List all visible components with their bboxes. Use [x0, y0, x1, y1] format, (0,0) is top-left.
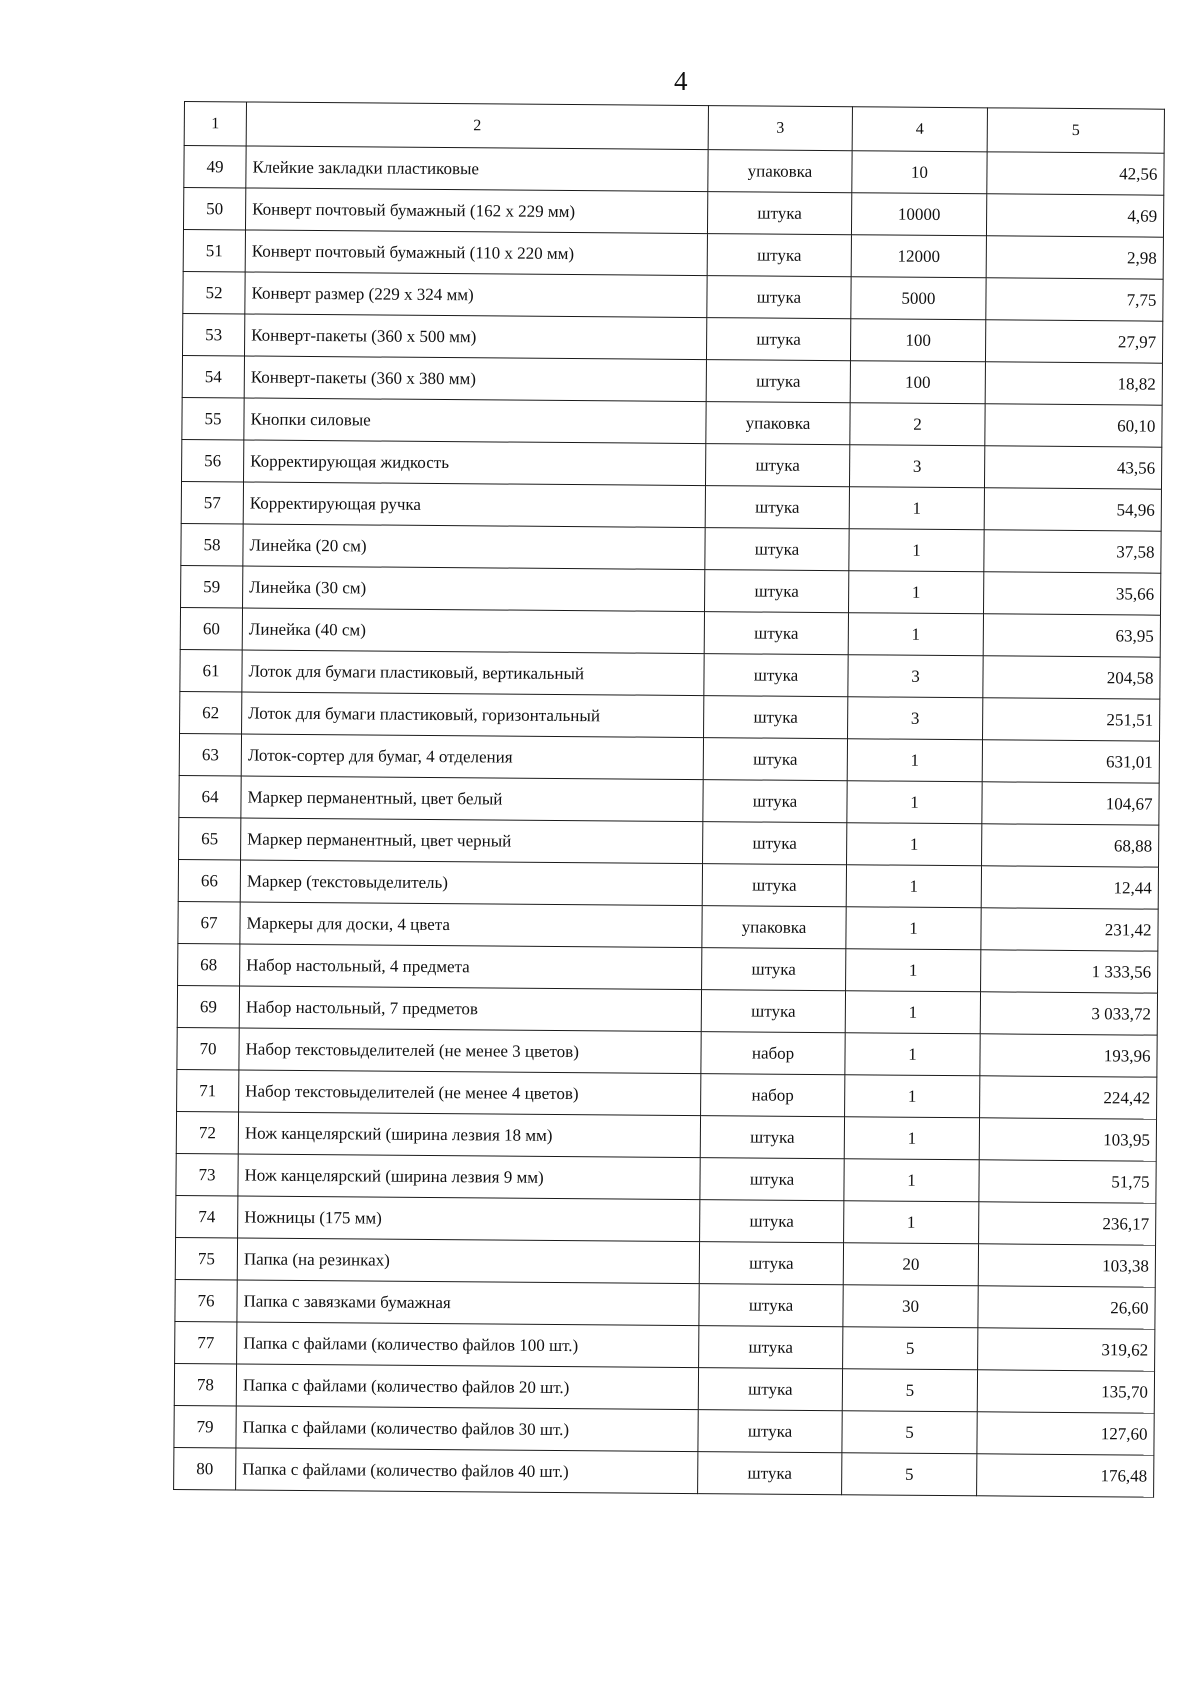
- quantity-cell: 1: [847, 781, 982, 824]
- row-number-cell: 59: [181, 565, 243, 607]
- unit-cell: штука: [703, 738, 847, 781]
- item-name-cell: Набор настольный, 7 предметов: [239, 986, 701, 1032]
- row-number-cell: 79: [174, 1405, 236, 1447]
- row-number-cell: 56: [182, 439, 244, 481]
- price-cell: 35,66: [983, 572, 1160, 615]
- row-number-cell: 51: [183, 229, 245, 271]
- row-number-cell: 58: [181, 523, 243, 565]
- item-name-cell: Маркеры для доски, 4 цвета: [240, 902, 702, 948]
- row-number-cell: 53: [183, 313, 245, 355]
- row-number-cell: 73: [176, 1153, 238, 1195]
- unit-cell: штука: [698, 1368, 842, 1411]
- quantity-cell: 3: [848, 655, 983, 698]
- unit-cell: штука: [707, 192, 851, 235]
- row-number-cell: 80: [174, 1447, 236, 1489]
- item-name-cell: Папка с файлами (количество файлов 30 шт.): [236, 1406, 698, 1452]
- item-name-cell: Набор настольный, 4 предмета: [240, 944, 702, 990]
- unit-cell: штука: [699, 1326, 843, 1369]
- column-header-4: 4: [852, 107, 987, 152]
- item-name-cell: Нож канцелярский (ширина лезвия 9 мм): [238, 1154, 700, 1200]
- unit-cell: штука: [703, 822, 847, 865]
- item-name-cell: Лоток для бумаги пластиковый, горизонтальный: [242, 692, 704, 738]
- price-cell: 7,75: [986, 278, 1163, 321]
- row-number-cell: 76: [175, 1279, 237, 1321]
- quantity-cell: 5: [843, 1327, 978, 1370]
- item-name-cell: Конверт размер (229 х 324 мм): [245, 272, 707, 318]
- unit-cell: упаковка: [702, 906, 846, 949]
- unit-cell: штука: [700, 1116, 844, 1159]
- quantity-cell: 1: [844, 1117, 979, 1160]
- quantity-cell: 3: [849, 445, 984, 488]
- price-cell: 103,95: [979, 1118, 1156, 1161]
- item-name-cell: Лоток-сортер для бумаг, 4 отделения: [241, 734, 703, 780]
- item-name-cell: Маркер (текстовыделитель): [240, 860, 702, 906]
- table-body: [174, 146, 1165, 1498]
- item-name-cell: Корректирующая жидкость: [244, 440, 706, 486]
- unit-cell: штука: [703, 780, 847, 823]
- item-name-cell: Набор текстовыделителей (не менее 4 цветов): [239, 1070, 701, 1116]
- row-number-cell: 61: [180, 649, 242, 691]
- quantity-cell: 30: [843, 1285, 978, 1328]
- unit-cell: штука: [704, 612, 848, 655]
- item-name-cell: Набор текстовыделителей (не менее 3 цветов): [239, 1028, 701, 1074]
- unit-cell: штука: [701, 990, 845, 1033]
- table-row: [174, 1447, 1154, 1497]
- quantity-cell: 1: [849, 487, 984, 530]
- price-cell: 631,01: [982, 740, 1159, 783]
- quantity-cell: 20: [843, 1243, 978, 1286]
- row-number-cell: 60: [180, 607, 242, 649]
- price-cell: 51,75: [979, 1160, 1156, 1203]
- row-number-cell: 55: [182, 397, 244, 439]
- column-header-2: 2: [246, 102, 708, 150]
- unit-cell: набор: [701, 1032, 845, 1075]
- quantity-cell: 1: [844, 1159, 979, 1202]
- row-number-cell: 54: [182, 355, 244, 397]
- quantity-cell: 1: [848, 613, 983, 656]
- quantity-cell: 100: [850, 319, 985, 362]
- item-name-cell: Маркер перманентный, цвет черный: [241, 818, 703, 864]
- price-cell: 127,60: [977, 1412, 1154, 1455]
- price-cell: 18,82: [985, 362, 1162, 405]
- row-number-cell: 69: [177, 985, 239, 1027]
- quantity-cell: 5: [842, 1453, 977, 1496]
- quantity-cell: 3: [848, 697, 983, 740]
- quantity-cell: 10000: [851, 193, 986, 236]
- price-cell: 12,44: [981, 866, 1158, 909]
- price-cell: 1 333,56: [981, 950, 1158, 993]
- page-number: 4: [674, 66, 688, 96]
- item-name-cell: Конверт-пакеты (360 х 500 мм): [244, 314, 706, 360]
- quantity-cell: 1: [844, 1201, 979, 1244]
- quantity-cell: 12000: [851, 235, 986, 278]
- row-number-cell: 52: [183, 271, 245, 313]
- item-name-cell: Ножницы (175 мм): [238, 1196, 700, 1242]
- unit-cell: штука: [705, 528, 849, 571]
- item-name-cell: Нож канцелярский (ширина лезвия 18 мм): [238, 1112, 700, 1158]
- unit-cell: штука: [707, 234, 851, 277]
- unit-cell: упаковка: [708, 150, 852, 193]
- unit-cell: штука: [699, 1284, 843, 1327]
- item-name-cell: Линейка (20 см): [243, 524, 705, 570]
- column-header-1: 1: [184, 102, 246, 146]
- unit-cell: штука: [705, 444, 849, 487]
- price-cell: 2,98: [986, 236, 1163, 279]
- price-cell: 193,96: [980, 1034, 1157, 1077]
- row-number-cell: 71: [177, 1069, 239, 1111]
- row-number-cell: 72: [176, 1111, 238, 1153]
- table-header-row: [184, 102, 1164, 154]
- item-name-cell: Конверт почтовый бумажный (162 х 229 мм): [245, 188, 707, 234]
- item-name-cell: Конверт-пакеты (360 х 380 мм): [244, 356, 706, 402]
- quantity-cell: 5: [842, 1411, 977, 1454]
- price-cell: 104,67: [982, 782, 1159, 825]
- item-name-cell: Клейкие закладки пластиковые: [246, 146, 708, 192]
- row-number-cell: 78: [174, 1363, 236, 1405]
- row-number-cell: 66: [178, 859, 240, 901]
- unit-cell: упаковка: [706, 402, 850, 445]
- price-cell: 135,70: [977, 1370, 1154, 1413]
- row-number-cell: 50: [183, 188, 245, 230]
- price-cell: 54,96: [984, 488, 1161, 531]
- row-number-cell: 49: [184, 146, 246, 188]
- price-cell: 63,95: [983, 614, 1160, 657]
- quantity-cell: 2: [850, 403, 985, 446]
- price-cell: 42,56: [987, 152, 1164, 195]
- row-number-cell: 57: [181, 481, 243, 523]
- price-cell: 231,42: [981, 908, 1158, 951]
- quantity-cell: 100: [850, 361, 985, 404]
- unit-cell: штука: [698, 1452, 842, 1495]
- row-number-cell: 67: [178, 901, 240, 943]
- price-cell: 4,69: [986, 194, 1163, 237]
- quantity-cell: 1: [849, 571, 984, 614]
- item-name-cell: Корректирующая ручка: [243, 482, 705, 528]
- unit-cell: набор: [701, 1074, 845, 1117]
- unit-cell: штука: [699, 1242, 843, 1285]
- row-number-cell: 65: [179, 817, 241, 859]
- row-number-cell: 63: [179, 733, 241, 775]
- price-cell: 3 033,72: [980, 992, 1157, 1035]
- item-name-cell: Кнопки силовые: [244, 398, 706, 444]
- item-name-cell: Папка с файлами (количество файлов 100 шт.): [237, 1322, 699, 1368]
- column-header-5: 5: [987, 108, 1164, 153]
- row-number-cell: 75: [175, 1237, 237, 1279]
- row-number-cell: 74: [176, 1195, 238, 1237]
- unit-cell: штука: [702, 948, 846, 991]
- row-number-cell: 62: [180, 691, 242, 733]
- quantity-cell: 1: [849, 529, 984, 572]
- unit-cell: штука: [705, 486, 849, 529]
- item-name-cell: Папка с файлами (количество файлов 40 шт.): [236, 1448, 698, 1494]
- row-number-cell: 77: [175, 1321, 237, 1363]
- item-name-cell: Папка (на резинках): [237, 1238, 699, 1284]
- item-name-cell: Лоток для бумаги пластиковый, вертикальный: [242, 650, 704, 696]
- price-cell: 37,58: [984, 530, 1161, 573]
- item-name-cell: Маркер перманентный, цвет белый: [241, 776, 703, 822]
- item-name-cell: Линейка (40 см): [242, 608, 704, 654]
- price-cell: 319,62: [978, 1328, 1155, 1371]
- unit-cell: штука: [707, 276, 851, 319]
- quantity-cell: 5: [842, 1369, 977, 1412]
- price-cell: 68,88: [982, 824, 1159, 867]
- price-cell: 27,97: [985, 320, 1162, 363]
- quantity-cell: 1: [846, 949, 981, 992]
- price-cell: 176,48: [977, 1454, 1154, 1497]
- quantity-cell: 10: [852, 151, 987, 194]
- unit-cell: штука: [704, 654, 848, 697]
- price-cell: 251,51: [983, 698, 1160, 741]
- quantity-cell: 1: [845, 991, 980, 1034]
- unit-cell: штука: [705, 570, 849, 613]
- quantity-cell: 1: [847, 739, 982, 782]
- quantity-cell: 1: [845, 1075, 980, 1118]
- row-number-cell: 64: [179, 775, 241, 817]
- quantity-cell: 5000: [851, 277, 986, 320]
- unit-cell: штука: [702, 864, 846, 907]
- price-cell: 26,60: [978, 1286, 1155, 1329]
- unit-cell: штука: [700, 1200, 844, 1243]
- quantity-cell: 1: [846, 865, 981, 908]
- unit-cell: штука: [704, 696, 848, 739]
- price-cell: 224,42: [980, 1076, 1157, 1119]
- quantity-cell: 1: [846, 907, 981, 950]
- price-cell: 43,56: [984, 446, 1161, 489]
- unit-cell: штука: [706, 360, 850, 403]
- item-name-cell: Папка с файлами (количество файлов 20 шт.): [236, 1364, 698, 1410]
- item-name-cell: Конверт почтовый бумажный (110 х 220 мм): [245, 230, 707, 276]
- quantity-cell: 1: [845, 1033, 980, 1076]
- price-cell: 236,17: [979, 1202, 1156, 1245]
- price-table: [173, 101, 1165, 1498]
- quantity-cell: 1: [847, 823, 982, 866]
- price-cell: 103,38: [978, 1244, 1155, 1287]
- row-number-cell: 68: [178, 943, 240, 985]
- price-cell: 60,10: [985, 404, 1162, 447]
- row-number-cell: 70: [177, 1027, 239, 1069]
- unit-cell: штука: [700, 1158, 844, 1201]
- price-cell: 204,58: [983, 656, 1160, 699]
- item-name-cell: Линейка (30 см): [243, 566, 705, 612]
- column-header-3: 3: [708, 106, 852, 151]
- item-name-cell: Папка с завязками бумажная: [237, 1280, 699, 1326]
- unit-cell: штука: [698, 1410, 842, 1453]
- unit-cell: штука: [706, 318, 850, 361]
